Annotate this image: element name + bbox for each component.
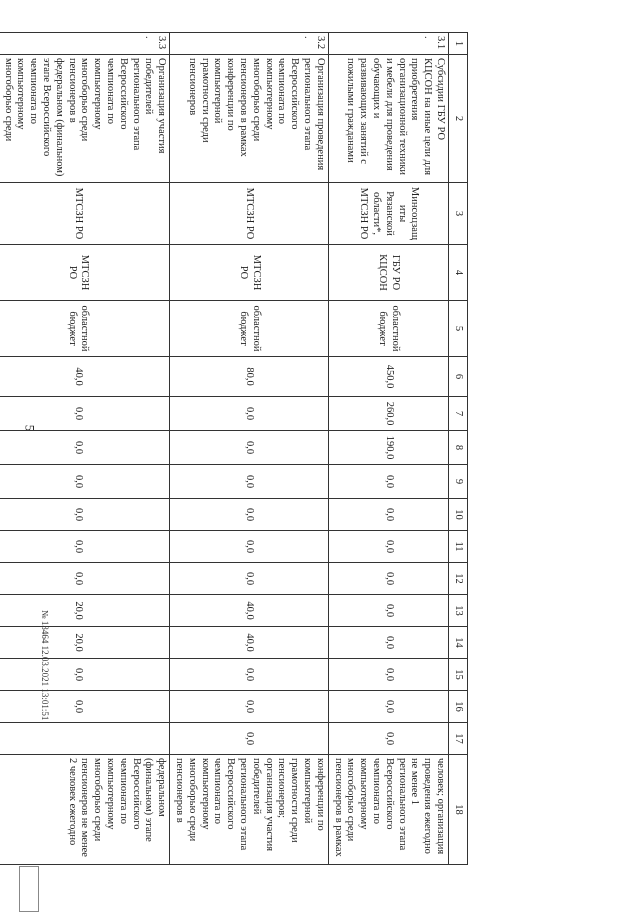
value-cell: 40,0 [170,627,329,659]
value-cell: 0,0 [170,431,329,465]
row-executor: МТСЗН РО [170,183,329,245]
row-name: Организация проведения регионального этапа Всероссийского чемпионата по компьютерному многоборью среди пенсионеров в рамках конференции по компьютерной грамотности среди пенсионеров [170,55,329,183]
value-cell: 0,0 [328,659,448,691]
row-recipient: ГБУ РО КЦСОН [328,245,448,301]
value-cell: 0,0 [170,659,329,691]
value-cell: 40,0 [170,595,329,627]
col-header: 8 [449,431,468,465]
row-source: областной бюджет [0,301,170,357]
row-source: областной бюджет [328,301,448,357]
row-result: федеральном (финальном) этапе Всероссийского чемпионата по компьютерному многоборью среди пенсионеров не менее 2 человек ежегодно [0,755,170,865]
value-cell: 0,0 [328,563,448,595]
col-header: 6 [449,357,468,397]
table-row [0,33,170,865]
value-cell: 450,0 [328,357,448,397]
row-number: 3.3. [0,33,170,55]
col-header: 3 [449,183,468,245]
value-cell: 0,0 [0,563,170,595]
col-header: 12 [449,563,468,595]
table-row [170,33,329,865]
col-header: 15 [449,659,468,691]
col-header: 7 [449,397,468,431]
row-recipient: МТСЗН РО [170,245,329,301]
row-number: 3.2. [170,33,329,55]
value-cell: 0,0 [328,627,448,659]
row-executor: Минсоцзащиты Рязанской области*, МТСЗН РО [328,183,448,245]
row-name: Субсидии ГБУ РО КЦСОН на иные цели для приобретения организационной техники и мебели для проведения обучающих и развивающих занятий с пожилыми гражданами [328,55,448,183]
value-cell: 0,0 [170,397,329,431]
value-cell: 260,0 [328,397,448,431]
col-header: 11 [449,531,468,563]
col-header: 14 [449,627,468,659]
value-cell: 0,0 [0,397,170,431]
value-cell: 0,0 [328,465,448,499]
row-result: человек; организация проведения ежегодно не менее 1 регионального этапа Всероссийского чемпионата по компьютерному многоборью среди пенсионеров в рамках [328,755,448,865]
value-cell: 0,0 [170,691,329,723]
registration-stamp [19,866,39,912]
value-cell: 20,0 [0,595,170,627]
value-cell: 0,0 [170,465,329,499]
col-header: 5 [449,301,468,357]
col-header: 2 [449,55,468,183]
value-cell: 0,0 [328,531,448,563]
row-result: конференции по компьютерной грамотности среди пенсионеров; организация участия победителей регионального этапа Всероссийского чемпионата по компьютерному многоборью среди пенсионеров в [170,755,329,865]
row-source: областной бюджет [170,301,329,357]
value-cell: 0,0 [0,499,170,531]
value-cell: 0,0 [170,563,329,595]
page-number: 5 [22,424,38,432]
col-header: 4 [449,245,468,301]
row-number: 3.1. [328,33,448,55]
value-cell: 0,0 [328,723,448,755]
col-header: 17 [449,723,468,755]
value-cell: 0,0 [170,499,329,531]
value-cell: 0,0 [328,691,448,723]
value-cell: 0,0 [0,691,170,723]
value-cell: 190,0 [328,431,448,465]
row-name: Организация участия победителей регионального этапа Всероссийского чемпионата по компьютерному многоборью среди пенсионеров в федеральном (финальном) этапе Всероссийского чемпионата по компьютерному многоборью среди [0,55,170,183]
table-row [328,33,448,865]
row-recipient: МТСЗН РО [0,245,170,301]
value-cell: 0,0 [0,465,170,499]
value-cell: 0,0 [170,723,329,755]
value-cell: 0,0 [0,431,170,465]
value-cell: 20,0 [0,627,170,659]
value-cell [0,723,170,755]
header-row [449,33,468,865]
program-table [0,32,468,865]
col-header: 18 [449,755,468,865]
col-header: 9 [449,465,468,499]
value-cell: 80,0 [170,357,329,397]
value-cell: 0,0 [170,531,329,563]
registration-mark: № 13464 12.03.2021 13:01:51 [40,610,50,721]
value-cell: 0,0 [0,531,170,563]
col-header: 10 [449,499,468,531]
col-header: 16 [449,691,468,723]
value-cell: 40,0 [0,357,170,397]
value-cell: 0,0 [0,659,170,691]
col-header: 1 [449,33,468,55]
row-executor: МТСЗН РО [0,183,170,245]
value-cell: 0,0 [328,595,448,627]
value-cell: 0,0 [328,499,448,531]
col-header: 13 [449,595,468,627]
